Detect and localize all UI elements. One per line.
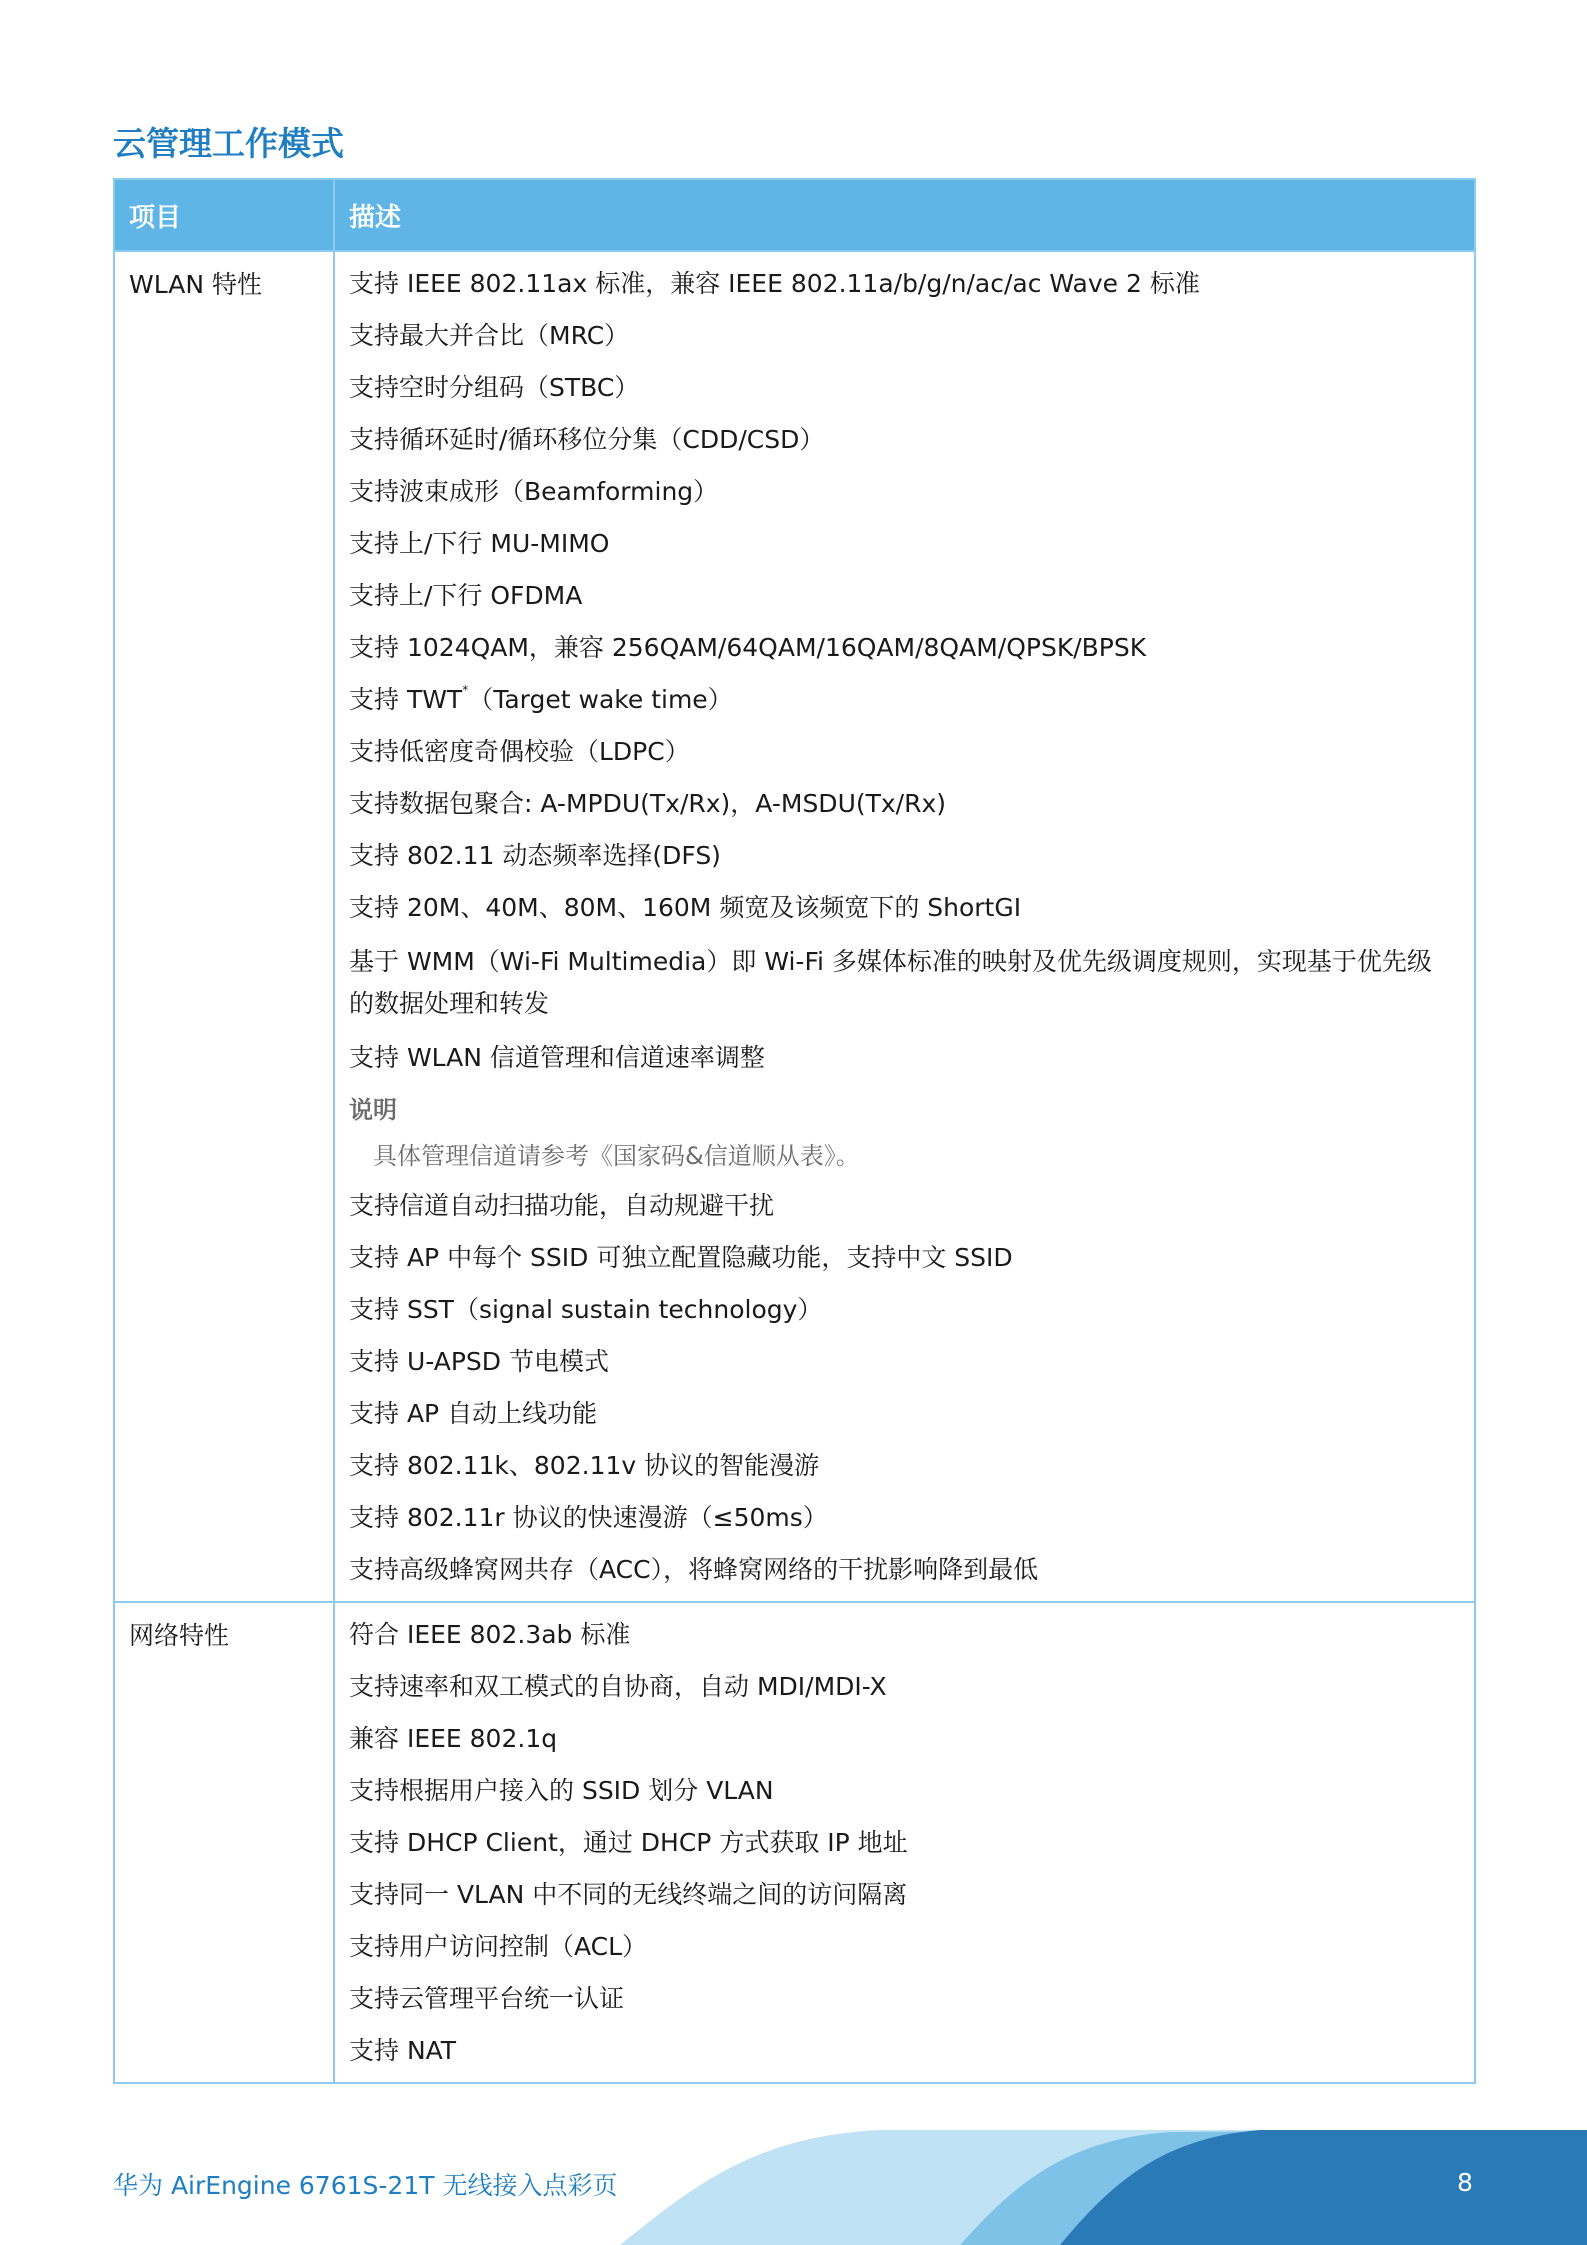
list-item: 支持 IEEE 802.11ax 标准，兼容 IEEE 802.11a/b/g/n/ac/ac Wave 2 标准 [349, 269, 1200, 298]
twt-detail: （Target wake time） [468, 685, 733, 714]
note-title: 说明 [349, 1096, 397, 1124]
list-item: 支持 1024QAM，兼容 256QAM/64QAM/16QAM/8QAM/QPSK/BPSK [349, 633, 1147, 662]
row-desc-network [334, 1602, 1475, 2083]
list-item [349, 681, 1454, 719]
list-item: 支持 WLAN 信道管理和信道速率调整 [349, 1043, 765, 1072]
list-item: 支持 DHCP Client，通过 DHCP 方式获取 IP 地址 [349, 1828, 908, 1857]
list-item: 支持 NAT [349, 2036, 457, 2065]
footer-doc-title: 华为 AirEngine 6761S-21T 无线接入点彩页 [113, 2171, 618, 2200]
list-item: 支持 20M、40M、80M、160M 频宽及该频宽下的 ShortGI [349, 893, 1022, 922]
list-item: 兼容 IEEE 802.1q [349, 1724, 558, 1753]
list-item: 支持数据包聚合: A-MPDU(Tx/Rx)，A-MSDU(Tx/Rx) [349, 789, 947, 818]
row-label-wlan: WLAN 特性 [114, 251, 334, 1602]
note-text: 具体管理信道请参考《国家码&信道顺从表》。 [373, 1142, 860, 1170]
list-item: 支持 802.11 动态频率选择(DFS) [349, 841, 721, 870]
list-item: 支持 U-APSD 节电模式 [349, 1347, 609, 1376]
list-item: 支持 802.11r 协议的快速漫游（≤50ms） [349, 1503, 828, 1532]
list-item: 支持 SST（signal sustain technology） [349, 1295, 823, 1324]
list-item: 支持低密度奇偶校验（LDPC） [349, 737, 690, 766]
header-description: 描述 [334, 179, 1475, 251]
table-row-wlan [114, 251, 1475, 1602]
list-item: 符合 IEEE 802.3ab 标准 [349, 1620, 631, 1649]
list-item: 支持同一 VLAN 中不同的无线终端之间的访问隔离 [349, 1880, 908, 1909]
list-item: 基于 WMM（Wi-Fi Multimedia）即 Wi-Fi 多媒体标准的映射及优先级调度规则，实现基于优先级的数据处理和转发 [349, 947, 1432, 1018]
list-item: 支持 AP 自动上线功能 [349, 1399, 598, 1428]
list-item: 支持循环延时/循环移位分集（CDD/CSD） [349, 425, 825, 454]
list-item: 支持 802.11k、802.11v 协议的智能漫游 [349, 1451, 820, 1480]
list-item: 支持波束成形（Beamforming） [349, 477, 719, 506]
list-item: 支持上/下行 OFDMA [349, 581, 583, 610]
list-item: 支持速率和双工模式的自协商，自动 MDI/MDI-X [349, 1672, 887, 1701]
list-item: 支持最大并合比（MRC） [349, 321, 630, 350]
section-title: 云管理工作模式 [113, 124, 344, 163]
list-item: 支持根据用户接入的 SSID 划分 VLAN [349, 1776, 774, 1805]
list-item: 支持高级蜂窝网共存（ACC），将蜂窝网络的干扰影响降到最低 [349, 1555, 1039, 1584]
list-item: 支持云管理平台统一认证 [349, 1984, 625, 2013]
table-header-row [114, 179, 1475, 251]
list-item: 支持上/下行 MU-MIMO [349, 529, 610, 558]
list-item: 支持用户访问控制（ACL） [349, 1932, 648, 1961]
spec-table [113, 178, 1476, 2084]
table-row-network [114, 1602, 1475, 2083]
footnote-marker: * [462, 683, 469, 697]
row-label-network: 网络特性 [114, 1602, 334, 2083]
page-number: 8 [1457, 2168, 1473, 2197]
row-desc-wlan [334, 251, 1475, 1602]
header-item: 项目 [114, 179, 334, 251]
twt-text: 支持 TWT [349, 685, 463, 714]
list-item: 支持信道自动扫描功能，自动规避干扰 [349, 1191, 775, 1220]
list-item: 支持空时分组码（STBC） [349, 373, 640, 402]
list-item: 支持 AP 中每个 SSID 可独立配置隐藏功能，支持中文 SSID [349, 1243, 1013, 1272]
